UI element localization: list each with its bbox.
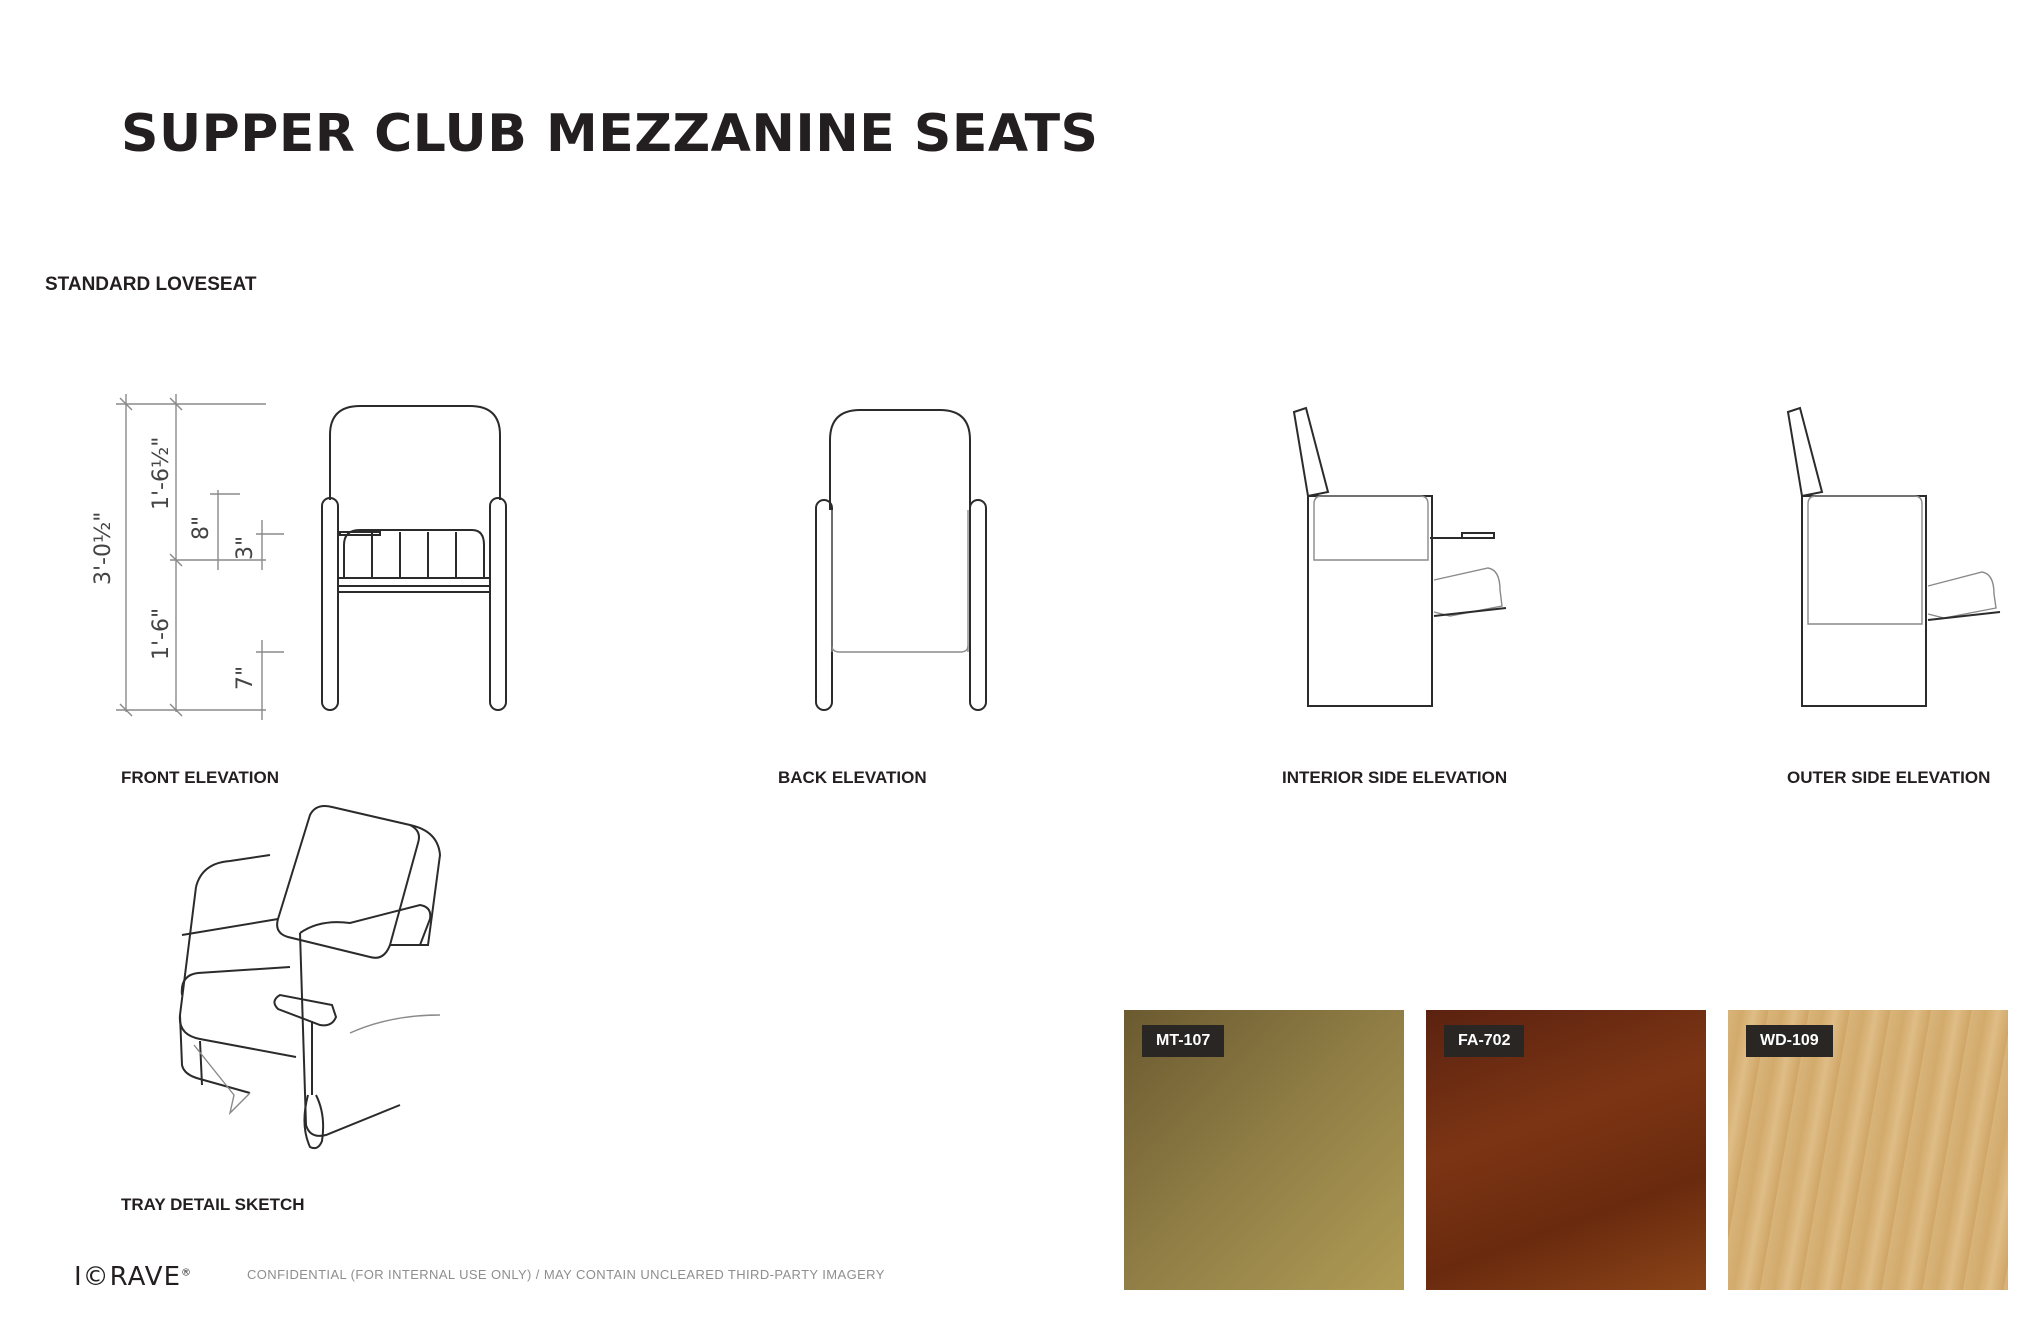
back-elevation-label: BACK ELEVATION (778, 768, 927, 787)
interior-elevation-drawing (1270, 400, 1530, 720)
front-chair (322, 406, 506, 710)
page-title: SUPPER CLUB MEZZANINE SEATS (121, 104, 1099, 164)
outer-elevation-label: OUTER SIDE ELEVATION (1787, 768, 1991, 787)
dim-tray: 3" (233, 535, 258, 560)
back-elevation-drawing (790, 400, 1010, 720)
swatch-code: FA-702 (1444, 1025, 1524, 1057)
front-elevation-label: FRONT ELEVATION (121, 768, 280, 787)
swatch-mt-107 (1124, 1010, 1404, 1290)
brand-logo-text: I©RAVE (74, 1262, 182, 1292)
registered-mark: ® (181, 1267, 193, 1279)
interior-elevation-label: INTERIOR SIDE ELEVATION (1282, 768, 1508, 787)
swatch-fa-702 (1426, 1010, 1706, 1290)
tray-sketch-drawing (160, 795, 460, 1195)
dim-seat: 1'-6" (149, 607, 174, 660)
brand-logo (74, 1262, 192, 1292)
section-title: STANDARD LOVESEAT (45, 274, 257, 295)
swatch-code: WD-109 (1746, 1025, 1833, 1057)
dimension-lines (116, 394, 284, 720)
dim-leg: 7" (233, 665, 258, 690)
confidential-notice: CONFIDENTIAL (FOR INTERNAL USE ONLY) / MAY CONTAIN UNCLEARED THIRD-PARTY IMAGERY (247, 1267, 885, 1282)
swatch-code: MT-107 (1142, 1025, 1224, 1057)
tray-sketch-label: TRAY DETAIL SKETCH (121, 1195, 305, 1214)
dim-arm: 8" (189, 515, 214, 540)
dim-back: 1'-6½" (149, 436, 174, 510)
front-elevation-drawing (80, 380, 520, 730)
dim-overall: 3'-0½" (91, 511, 116, 585)
outer-elevation-drawing (1764, 400, 2024, 720)
swatch-wd-109 (1728, 1010, 2008, 1290)
